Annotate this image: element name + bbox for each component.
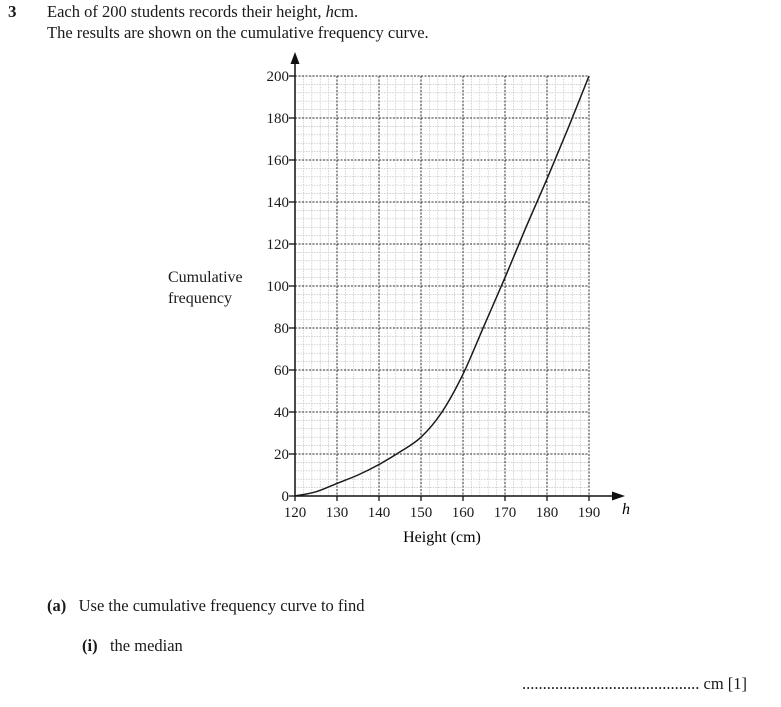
y-axis-label: Cumulative frequency bbox=[168, 269, 243, 307]
x-axis-variable: h bbox=[622, 501, 630, 518]
x-axis-label: Height (cm) bbox=[403, 529, 481, 546]
y-tick-label: 40 bbox=[274, 405, 289, 421]
y-tick-label: 20 bbox=[274, 447, 289, 463]
y-tick-label: 140 bbox=[266, 195, 289, 211]
question-number: 3 bbox=[8, 2, 17, 21]
answer-line bbox=[522, 674, 747, 694]
y-tick-label: 60 bbox=[274, 363, 289, 379]
x-tick-label: 130 bbox=[325, 505, 349, 521]
question-line-1: Each of 200 students records their height, hcm. bbox=[47, 2, 359, 21]
y-tick-label: 200 bbox=[266, 69, 289, 85]
tick-labels bbox=[267, 69, 601, 521]
x-tick-label: 170 bbox=[493, 505, 517, 521]
answer-marks: [1] bbox=[727, 674, 748, 693]
y-tick-label: 80 bbox=[274, 321, 289, 337]
y-axis-arrow bbox=[291, 52, 300, 64]
x-axis-arrow bbox=[612, 492, 625, 501]
y-tick-label: 0 bbox=[281, 489, 289, 505]
x-tick-label: 190 bbox=[577, 505, 601, 521]
part-a-i: (i) the median bbox=[82, 636, 183, 655]
axes bbox=[289, 52, 625, 501]
answer-dots: ........................................... bbox=[522, 674, 700, 693]
x-tick-label: 180 bbox=[535, 505, 559, 521]
answer-unit: cm bbox=[703, 674, 724, 693]
y-tick-label: 180 bbox=[266, 111, 289, 127]
x-tick-label: 150 bbox=[409, 505, 433, 521]
x-tick-label: 120 bbox=[283, 505, 307, 521]
part-a: (a) Use the cumulative frequency curve to find bbox=[47, 596, 365, 615]
x-tick-label: 140 bbox=[367, 505, 391, 521]
y-tick-label: 100 bbox=[266, 279, 289, 295]
x-tick-label: 160 bbox=[451, 505, 475, 521]
question-line-2: The results are shown on the cumulative frequency curve. bbox=[47, 23, 429, 42]
y-tick-label: 120 bbox=[266, 237, 289, 253]
y-tick-label: 160 bbox=[266, 153, 289, 169]
